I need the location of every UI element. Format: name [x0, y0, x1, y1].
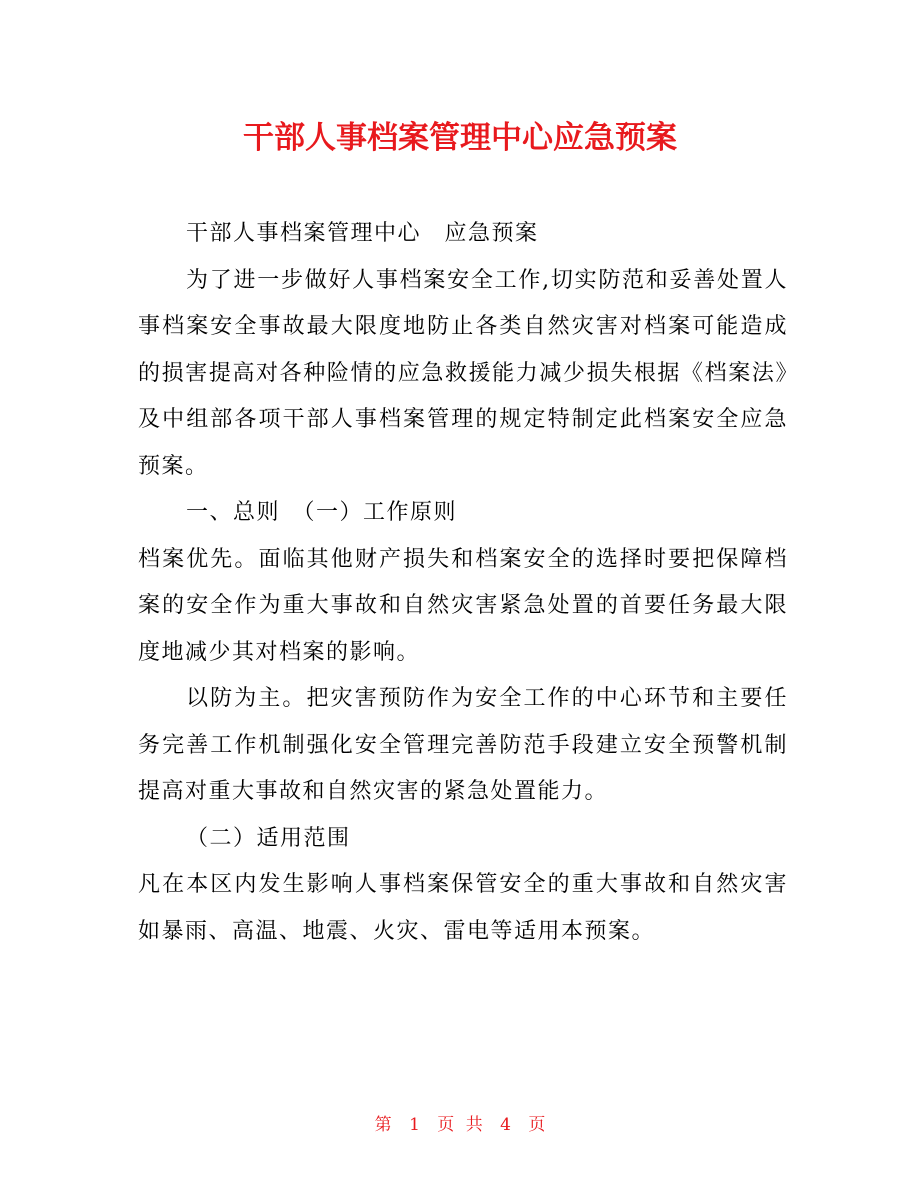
document-title: 干部人事档案管理中心应急预案 — [243, 120, 677, 156]
footer-middle: 页 共 — [437, 1115, 483, 1135]
paragraph-archive-priority: 档案优先。面临其他财产损失和档案安全的选择时要把保障档案的安全作为重大事故和自然灾害紧急处置的首要任务最大限度地减少其对档案的影响。 — [138, 546, 788, 665]
paragraph-scope: 凡在本区内发生影响人事档案保管安全的重大事故和自然灾害如暴雨、高温、地震、火灾、雷电等适用本预案。 — [138, 872, 788, 944]
paragraph-general-principles-heading: 一、总则 （一）工作原则 — [186, 500, 458, 525]
document-body — [138, 211, 788, 955]
paragraph-scope-heading: （二）适用范围 — [186, 825, 351, 851]
footer-total-pages: 4 — [500, 1115, 511, 1135]
paragraph-subtitle: 干部人事档案管理中心 应急预案 — [186, 221, 539, 246]
footer-current-page: 1 — [409, 1115, 420, 1135]
page-footer — [0, 1113, 920, 1137]
paragraph-prevention-first: 以防为主。把灾害预防作为安全工作的中心环节和主要任务完善工作机制强化安全管理完善防范手段建立安全预警机制提高对重大事故和自然灾害的紧急处置能力。 — [138, 686, 788, 804]
footer-suffix: 页 — [528, 1115, 546, 1135]
paragraph-purpose: 为了进一步做好人事档案安全工作,切实防范和妥善处置人事档案安全事故最大限度地防止各类自然灾害对档案可能造成的损害提高对各种险情的应急救援能力减少损失根据《档案法》及中组部各项干部人事档案管理的规定特制定此档案安全应急预案。 — [138, 267, 788, 479]
footer-prefix: 第 — [374, 1115, 392, 1135]
